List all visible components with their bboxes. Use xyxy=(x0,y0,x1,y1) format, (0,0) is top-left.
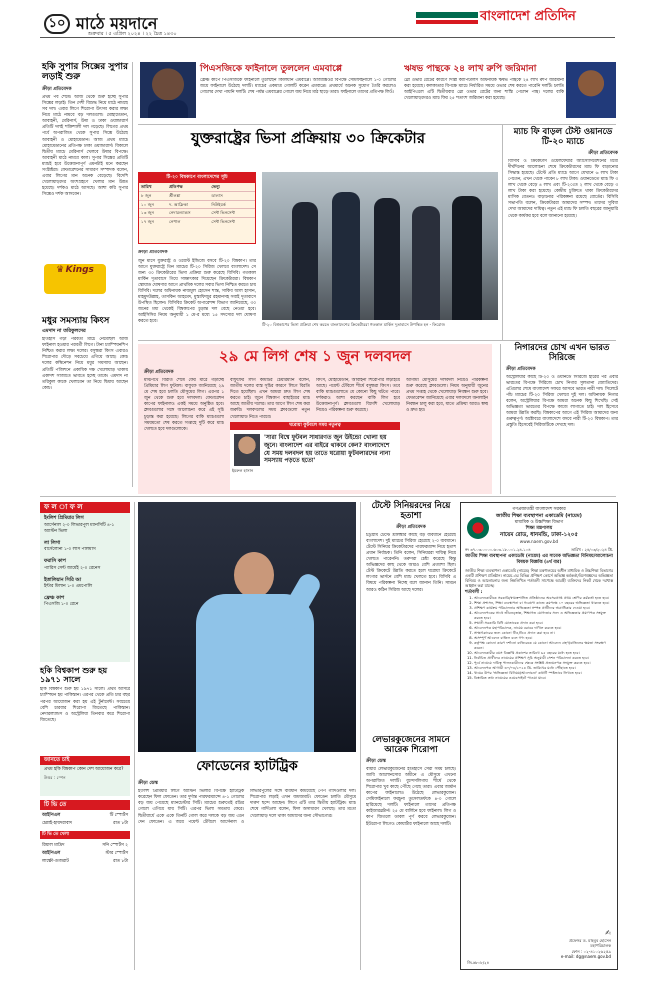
visa-story-body-text xyxy=(138,250,256,336)
results-title: ফ ল া ফ ল xyxy=(40,502,130,513)
story-headline: মধুর সমস্যায় কিংস xyxy=(42,316,110,326)
notice-signature xyxy=(561,929,611,959)
column-divider xyxy=(360,502,361,970)
kings-brand: Kings xyxy=(65,265,94,275)
notice-condition: 14. খামের উপর 'অভিজ্ঞতা বিনিময়/আলোচনা' কথাটি স্পষ্টভাবে লিখতে হবে। xyxy=(474,671,613,676)
table-cell: ৮ জুন xyxy=(141,192,152,198)
tv-channel: টি স্পোর্টস xyxy=(109,813,128,819)
table-cell: ডালাস xyxy=(211,192,223,198)
results-league: ইংলিশ প্রিমিয়ার লিগ xyxy=(44,516,84,522)
cricketers-embassy-photo xyxy=(262,172,498,320)
story-body: বিসিবি ও ক্রিকেটার্স ওয়েলফেয়ার অ্যাসোসিয়েশনের মধ্যে দীর্ঘদিনের আলোচনা শেষে ক্রিকেটারদের ম্যাচ ফি বাড়ানোর সিদ্ধান্ত হয়েছে। টেস্টে প্রতি ম্যাচে আগে যেখানে ৬ লাখ টাকা পেতেন, এখন থেকে পাবেন ৮ লাখ টাকা। ওয়ানডেতে ম্যাচ ফি ৩ লাখ থেকে বেড়ে ৪ লাখ এবং টি-২০তে ২ লাখ থেকে বেড়ে ৩ লাখ টাকা করা হয়েছে। কেন্দ্রীয় চুক্তিতে থাকা ক্রিকেটারদের মাসিক বেতনও বাড়ানোর পরিকল্পনা রয়েছে বোর্ডের। বিসিবি সভাপতি বলেন, ক্রিকেটাররা আমাদের সম্পদ। তাদের সুবিধা দেখা আমাদের দায়িত্ব। নতুন এই ম্যাচ ফি চলতি বছরের জানুয়ারি থেকে কার্যকর হবে বলে জানানো হয়েছে। xyxy=(508,158,618,219)
cricketer-figure xyxy=(374,198,400,320)
cricketer-figure xyxy=(412,206,440,320)
tv-row xyxy=(40,820,130,828)
pant-story xyxy=(404,62,616,120)
tv-row xyxy=(40,842,130,850)
kings-story xyxy=(42,316,128,486)
story-body: ফ্রেঞ্চ কাপে পিএসজিকে ফাইনালে তুলেছেন কিলিয়ান এমবাপ্পে। আজাক্সিওর বিপক্ষে সেমিফাইনালে ১-০ গোলের জয়ে ফাইনালে উঠেছে দলটি। ম্যাচের একমাত্র গোলটি করেন এমবাপ্পে। প্রথমার্ধে অনেক সুযোগ তৈরি করলেও গোলের দেখা পায়নি দলটি। শেষ পর্যন্ত এমবাপ্পের গোলে জয় নিয়ে মাঠ ছাড়ে তারা। ফাইনালে তাদের প্রতিপক্ষ লিওঁ। xyxy=(200,78,396,96)
results-item xyxy=(40,575,130,593)
schedule-box xyxy=(138,172,256,244)
quote-box xyxy=(230,422,400,490)
results-league: লা লিগা xyxy=(44,540,61,546)
table-row xyxy=(139,217,255,225)
story-body: স্লো ওভার রেটের কারণে দিল্লি ক্যাপিটালস অধিনায়ক ঋষভ পান্থকে ২৪ লাখ রুপি জরিমানা করা হয়েছে। কলকাতার বিপক্ষে ম্যাচে নির্ধারিত সময়ে ওভার শেষ করতে পারেনি দলটি। চলতি আইপিএলে এটি দ্বিতীয়বার স্লো ওভার রেটের জন্য শাস্তি পেলেন পান্থ। দলের বাকি খেলোয়াড়দেরও ম্যাচ ফির ২৫ শতাংশ জরিমানা করা হয়েছে। xyxy=(404,78,564,102)
leverkusen-story xyxy=(366,736,456,970)
caption-credit: - ফিরোজ xyxy=(429,322,445,327)
results-item xyxy=(40,538,130,556)
schedule-table xyxy=(139,183,255,225)
foden-head xyxy=(234,552,274,598)
table-row xyxy=(139,209,255,218)
results-item xyxy=(40,593,130,611)
column-divider xyxy=(132,62,133,487)
masthead-rule xyxy=(40,37,615,38)
story-byline: ক্রীড়া প্রতিবেদক xyxy=(506,366,536,372)
story-body: চট্টগ্রাম টেস্টে শ্রীলঙ্কার কাছে বড় ব্যবধানে হেরেছে বাংলাদেশ। দুই ম্যাচের সিরিজ হেরেছে ২-০ ব্যবধানে। টেস্টে সিনিয়র ক্রিকেটারদের পারফরম্যান্স নিয়ে হতাশ প্রধান নির্বাচক। তিনি বলেন, সিনিয়ররা দায়িত্ব নিয়ে খেলতে পারেননি। তরুণরা চেষ্টা করেছে কিন্তু অভিজ্ঞদের কাছ থেকে আরও বেশি প্রত্যাশা ছিল। টেস্ট ক্রিকেটে উন্নতি করতে হলে ঘরোয়া ক্রিকেটে লংগার ভার্সনে বেশি ম্যাচ খেলতে হবে। বিসিবি এ বিষয়ে পরিকল্পনা নিচ্ছে বলে জানান তিনি। সামনে আরও কঠিন সিরিজ আছে দলের। xyxy=(366,532,456,593)
table-row xyxy=(139,200,255,209)
notice-phone: ফোন : ০২-৪১০২৬২৫৯ xyxy=(571,948,611,954)
results-line: পিএসজি ১-০ রেনে xyxy=(44,602,79,608)
table-cell: সেন্ট ভিনসেন্ট xyxy=(211,218,235,224)
quiz-title: জানতে চাই xyxy=(40,756,130,765)
tv-program: চেন্নাই-হায়দরাবাদ xyxy=(42,821,72,827)
tv-channel: রাত ৮টা xyxy=(113,821,128,827)
gov-emblem-icon xyxy=(467,517,489,539)
match-fee-story xyxy=(508,128,618,336)
date-line: শুক্রবার । ৫ এপ্রিল ২০২৪ । ২২ চৈত্র ১৪৩০ xyxy=(88,31,177,37)
page-number-badge: ১০ xyxy=(44,14,70,34)
notice-memo: নং ৩৭.০৩.০০০০.৬০৩.১৮.০০১.২৪-১০৪ xyxy=(465,546,531,552)
notice-conditions-title: শর্তাবলী : xyxy=(465,590,483,596)
section-title: মাঠে ময়দানে xyxy=(76,14,158,33)
results-box xyxy=(40,502,130,662)
kings-crown-icon: ♛ xyxy=(56,265,65,275)
story-headline: লেভারকুজেনের সামনে আরেক শিরোপা xyxy=(372,735,450,755)
mbappe-photo xyxy=(140,62,196,118)
table-cell: নেপাল xyxy=(169,218,181,224)
schedule-header-row xyxy=(139,183,255,191)
tv-channel: স্টার স্পোর্টস xyxy=(105,850,128,856)
tv-row xyxy=(40,850,130,858)
notice-institute: জাতীয় শিক্ষা ব্যবস্থাপনা একাডেমি (নায়েম) xyxy=(496,512,582,519)
cricketer-figure xyxy=(292,202,318,320)
quiz-answer: উত্তর : স্পেন xyxy=(44,775,66,781)
schedule-header-venue: ভেন্যু xyxy=(211,184,220,190)
story-body: অস্ট্রেলিয়ার কাছে টি-২০ ও ওয়ানডে সিরিজে হারের পর এবার ভারতের বিপক্ষে সিরিজে চোখ নিগার সুলতানা জ্যোতিদের। এপ্রিলের শেষে বাংলাদেশ সফরে আসবে ভারত নারী দল। সিলেটে পাঁচ ম্যাচের টি-২০ সিরিজ খেলবে দুই দল। অধিনায়ক নিগার বলেন, অস্ট্রেলিয়ার বিপক্ষে আমরা অনেক কিছু শিখেছি। সেই অভিজ্ঞতা ভারতের বিপক্ষে কাজে লাগাতে চাই। দল হিসেবে আমরা উন্নতি করছি। বিশ্বকাপের আগে এই সিরিজ আমাদের জন্য গুরুত্বপূর্ণ। অক্টোবরে বাংলাদেশে বসবে নারী টি-২০ বিশ্বকাপ। তার প্রস্তুতি হিসেবেই সিরিজটিকে দেখছে দল। xyxy=(506,374,618,429)
mbappe-story xyxy=(140,62,396,120)
column-divider xyxy=(500,344,501,494)
photo-caption xyxy=(262,322,498,336)
story-body-col-4: আগামী মৌসুমের দলবদল নিয়েও পরিকল্পনা শুরু করেছে ক্লাবগুলো। নিয়ম অনুযায়ী জুনের প্রথম সপ্তাহ থেকে খেলোয়াড় নিবন্ধন শুরু হবে। ফেডারেশন জানিয়েছে এবার দলবদলে অনলাইন নিবন্ধন চালু করা হবে, যাতে প্রক্রিয়া আরও স্বচ্ছ ও দ্রুত হয়। xyxy=(406,378,488,414)
story-headline: যুক্তরাষ্ট্রের ভিসা প্রক্রিয়ায় ৩০ ক্রিকেটার xyxy=(191,129,425,147)
quiz-question: প্রথম হকি বিশ্বকাপ কোন দেশ আয়োজন করে? xyxy=(44,767,124,773)
paper-logo xyxy=(416,6,612,34)
notice-condition: 4. আবেদনপত্রের সাথে জীবনবৃত্তান্ত, শিক্ষাগত যোগ্যতার সনদ ও অভিজ্ঞতার প্রমাণপত্র সংযুক্ত করতে হবে। xyxy=(474,611,613,621)
notice-condition: 10. আবেদনকারীর বয়স বিজ্ঞপ্তি প্রকাশের তারিখে ৬৫ বছরের মধ্যে হতে হবে। xyxy=(474,651,613,656)
story-byline: ক্রীড়া ডেস্ক xyxy=(138,780,158,786)
notice-condition: 3. প্রশিক্ষণ কার্যক্রম পরিচালনার অভিজ্ঞতা সম্পন্ন প্রার্থীদের অগ্রাধিকার দেওয়া হবে। xyxy=(474,606,613,611)
table-cell: নিউইয়র্ক xyxy=(211,201,226,207)
story-headline: ফোডেনের হ্যাটট্রিক xyxy=(196,759,298,774)
tv-row xyxy=(40,831,130,839)
signature-name: প্রফেসর ড. মাহবুব হোসেন xyxy=(569,938,611,944)
row-divider xyxy=(40,496,616,497)
notice-footer-code: জি-৬৮০৮/২৪ xyxy=(467,959,489,965)
story-byline: ক্রীড়া প্রতিবেদক xyxy=(144,370,174,375)
paper-logo-mark xyxy=(416,12,478,18)
tv-title: টি ভি তে xyxy=(40,800,130,810)
results-line: ইন্টার মিলান ১-০ এমপোলি xyxy=(44,584,93,590)
notice-ministry: মাধ্যমিক ও উচ্চশিক্ষা বিভাগ xyxy=(514,519,564,525)
story-body: ইংলিশ প্রিমিয়ার লিগে অ্যাস্টন ভিলার বিপক্ষে হ্যাটট্রিক করেছেন ফিল ফোডেন। তার দুর্দান্ত পারফরম্যান্সে ৪-১ গোলের বড় জয় পেয়েছে ম্যানচেস্টার সিটি। ম্যাচের শুরুতেই রদ্রির গোলে এগিয়ে যায় সিটি। এরপর ভিলা সমতায় ফেরে। দ্বিতীয়ার্ধে একে একে তিনটি গোল করে দলকে বড় জয় এনে দেন ফোডেন। এ জয়ে পয়েন্ট টেবিলে আর্সেনাল ও লিভারপুলের সঙ্গে ব্যবধান কমিয়েছে পেপ গার্দিওলার দল। শিরোপার লড়াই এখন জমজমাট। ফোডেন চলতি মৌসুমে দারুণ ছন্দে আছেন। লিগে এটি তার দ্বিতীয় হ্যাটট্রিক। ম্যাচ শেষে গার্দিওলা বলেন, ফিল অসাধারণ খেলছে। তার মতো খেলোয়াড় দলে থাকা আমাদের জন্য সৌভাগ্যের। xyxy=(138,789,356,825)
league-story xyxy=(138,344,492,494)
story-byline: ক্রীড়া প্রতিবেদক xyxy=(588,150,618,156)
caption-text: টি-২০ বিশ্বকাপের ভিসা প্রক্রিয়া শেষ করতে বাংলাদেশের ক্রিকেটাররা গতকাল মার্কিন দূতাবাসে উপস্থিত হন xyxy=(262,322,429,327)
tv-row xyxy=(40,858,130,866)
cricketer-figure xyxy=(452,196,482,320)
notice-ministry-2: শিক্ষা মন্ত্রণালয় xyxy=(525,525,553,531)
masthead xyxy=(0,0,650,38)
story-headline: ম্যাচ ফি বাড়ল টেস্ট ওয়ানডে টি-২০ ম্যাচে xyxy=(513,127,613,147)
notice-condition: 13. আবেদনপত্র আগামী ৩০/০৪/২০২৪ খ্রি. তারিখের মধ্যে পৌঁছাতে হবে। xyxy=(474,666,613,671)
notice-condition: 9. কর্তৃপক্ষ কোনো কারণ দর্শানো ব্যতিরেকে যে কোনো আবেদন গ্রহণ/বাতিলের ক্ষমতা সংরক্ষণ করেন। xyxy=(474,641,613,651)
story-headline: টেস্টে সিনিয়রদের নিয়ে হতাশা xyxy=(371,501,451,521)
naem-notice xyxy=(460,502,618,970)
signature-mark-icon: ✍ xyxy=(605,929,611,938)
notice-condition: 2. শিক্ষা প্রশাসন, শিক্ষা ব্যবস্থাপনা বা গবেষণা কাজে কমপক্ষে ১০ বছরের অভিজ্ঞতা থাকতে হবে। xyxy=(474,601,613,606)
tv-program: রিয়াল মাদ্রিদ xyxy=(42,842,65,848)
story-body-col-1: মাঝপথে বিরতি শেষে ফের মাঠে গড়াচ্ছে প্রিমিয়ার লিগ ফুটবল। বাফুফে জানিয়েছে ২৯ মে শেষ হবে চলতি মৌসুমের লিগ। এরপর ১ জুন থেকে শুরু হবে দলবদল। ফেডারেশন কাপের ফাইনালও একই সময়ে অনুষ্ঠিত হবে। ক্লাবগুলোর সঙ্গে আলোচনা করে এই সূচি চূড়ান্ত করা হয়েছে। লিগের বাকি ম্যাচগুলো সময়মতো শেষ করতে সপ্তাহে দুটি করে ম্যাচ খেলতে হবে দলগুলোকে। xyxy=(144,378,224,432)
box-headline: হকি বিশ্বকাপ শুরু হয় ১৯৭১ সালে xyxy=(40,666,108,685)
story-byline: ক্রীড়া প্রতিবেদক xyxy=(42,86,72,92)
table-cell: নেদারল্যান্ডস xyxy=(169,210,191,216)
signature-title: মহাপরিচালক xyxy=(590,943,611,949)
results-item xyxy=(40,556,130,574)
notice-gov-line: গণপ্রজাতন্ত্রী বাংলাদেশ সরকার xyxy=(512,507,566,512)
table-cell: শ্রীলঙ্কা xyxy=(169,192,181,198)
quote-text: 'সারা বিশ্বে ফুটবল সাধারণত জুন উইন্ডো খোলা হয় জুনে। বাংলাদেশ এর বাইরে থাকবে কেন? বাংলাদেশে যে সময় দলবদল হয় তাতে ঘরোয়া ফুটবলারদের নানা সমস্যায় পড়তে হতো' xyxy=(264,434,391,465)
kings-logo xyxy=(44,264,106,294)
table-cell: দ. আফ্রিকা xyxy=(169,201,188,207)
mbappe-jersey xyxy=(148,100,188,118)
tv-channel: রাত ৮টা xyxy=(113,858,128,864)
story-headline: ঋষভ পান্থকে ২৪ লাখ রুপি জরিমানা xyxy=(404,64,537,74)
story-subhead: এমদাদ না তরিকুলদের xyxy=(42,328,86,335)
quiz-box xyxy=(40,756,130,796)
notice-condition: 5. সম্মানী সরকারি বিধি মোতাবেক প্রদান করা হবে। xyxy=(474,621,613,626)
tv-channel: সনি স্পোর্টস ২ xyxy=(102,842,128,848)
story-headline: নিগারদের চোখ এখন ভারত সিরিজে xyxy=(514,343,610,363)
story-headline: পিএসজিকে ফাইনালে তুললেন এমবাপ্পে xyxy=(200,64,342,74)
table-cell: ১৭ জুন xyxy=(141,218,155,224)
story-body: ইতিহাস গড়া পরবর্তী মাঠে নেমেছিল আজ ফাইনাল হওয়ার পরবর্তী লিগে। টানা চ্যাম্পিয়নশিপ নিশ্চিত করার লক্ষ্য দলের। বসুন্ধরা কিংস এবারও শিরোপার দৌড়ে সবচেয়ে এগিয়ে আছে। কোচ দলের কম্বিনেশন নিয়ে মধুর সমস্যায় আছেন। প্রতিটি পজিশনে একাধিক দক্ষ খেলোয়াড় থাকায় একাদশ সাজাতে ভাবতে হচ্ছে তাকে। এমদাদ না তরিকুল কাকে খেলাবেন তা নিয়ে দ্বিধায় আছেন কোচ। xyxy=(42,337,128,391)
cricketer-figure xyxy=(332,192,360,320)
story-body-col-2: বাফুফের লিগ কমিটির চেয়ারম্যান বলেন, জাতীয় দলের ব্যস্ত সূচির কারণে লিগে বিরতি দিতে হয়েছিল। এখন আমরা দ্রুত লিগ শেষ করতে চাই। জুনে বিশ্বকাপ বাছাইয়ের ম্যাচ আছে জাতীয় দলের। তার আগে লিগ শেষ করা জরুরি। দলবদলের সময় ক্লাবগুলো নতুন খেলোয়াড় নিতে পারবে। xyxy=(230,378,310,418)
schedule-header-opponent: প্রতিপক্ষ xyxy=(169,184,183,190)
foden-story xyxy=(138,756,356,970)
tv-program: টি ভি তে খেলা xyxy=(42,831,70,837)
table-cell: ১৩ জুন xyxy=(141,210,155,216)
notice-condition: 7. সাক্ষাৎকারের জন্য কোনো টিএ/ডিএ প্রদান করা হবে না। xyxy=(474,631,613,636)
tv-program: আইপিএল xyxy=(42,850,61,856)
notice-memo-date: তারিখ : ২৪/০৩/২০২৪ খ্রি. xyxy=(571,546,613,552)
senior-story xyxy=(366,502,456,732)
results-league: ফরাসি কাপ xyxy=(44,559,66,565)
story-byline: ক্রীড়া প্রতিবেদক xyxy=(138,250,168,255)
story-headline: হকি সুপার সিক্সের সুপার লড়াই শুরু xyxy=(42,62,128,83)
results-item xyxy=(40,513,130,537)
column-divider xyxy=(502,124,503,340)
story-headline: ২৯ মে লিগ শেষ ১ জুন দলবদল xyxy=(218,347,412,365)
paper-logo-mark-red xyxy=(416,20,478,24)
notice-email: e-mail: dg@naem.gov.bd xyxy=(560,953,611,959)
story-body: প্রথম পর্ব শেষে। আজ থেকে শুরু হচ্ছে সুপার সিক্সের লড়াই। তিন দেশী বিশুদ্ধ নিয়ে মাঠে নামছে সব দল। এবার লিগে শিরোপা উৎসব করার লক্ষ্য নিয়ে মাঠে নামবে বড় দলগুলো। মোহামেডান, আবাহনী, মেরিনার্স, উষা ও ঢাকা ওয়ান্ডারার্স প্রতিটি দলই শক্তিশালী দল গড়েছে। লিগের প্রথম পর্বে অপরাজিত থেকে সুপার সিক্সে উঠেছে আবাহনী ও মোহামেডান। আজ প্রথম ম্যাচে মোহামেডানের প্রতিপক্ষ ঢাকা ওয়ান্ডারার্স। বিকালে দ্বিতীয় ম্যাচে মেরিনার্স খেলবে উষার বিপক্ষে। আবাহনী মাঠে নামবে কাল। সুপার সিক্সের প্রতিটি ম্যাচই হবে উত্তেজনাপূর্ণ এমনটাই মনে করছেন সংশ্লিষ্টরা। ফেডারেশনের সাধারণ সম্পাদক বলেন, এবার লিগের মান অনেক বেড়েছে। বিদেশি খেলোয়াড়দের অংশগ্রহণে খেলার মান উন্নত হয়েছে। দর্শকও মাঠে আসছে। আশা করি সুপার সিক্সেও দর্শক আসবেন। xyxy=(42,94,128,198)
notice-address: নায়েম রোড, ধানমন্ডি, ঢাকা-১২০৫ xyxy=(500,531,578,538)
table-cell: ১০ জুন xyxy=(141,201,155,207)
table-cell: সেন্ট ভিনসেন্ট xyxy=(211,210,235,216)
paper-name: বাংলাদেশ প্রতিদিন xyxy=(480,9,576,24)
results-league: ইতালিয়ান সিরি আ xyxy=(44,577,81,583)
story-body: বায়ার লেভারকুজেনের ইতিহাসে সেরা সময় চলছে। জাবি আলোনসোর অধীনে এ মৌসুমে এখনো অপরাজিত দলটি। বুন্দেসলিগায় শীর্ষে থেকে শিরোপার খুব কাছে পৌঁছে গেছে তারা। এবার জার্মান কাপের ফাইনালেও উঠেছে লেভারকুজেন। সেমিফাইনালে ফরচুনা ডুসেলডর্ফকে ৪-০ গোলে হারিয়েছে দলটি। ফাইনালে তাদের প্রতিপক্ষ কাইজারস্লটার্ন। ২৫ মে বার্লিনে হবে ফাইনাল। লিগ ও কাপ জিতলে ডাবল পূর্ণ করবে লেভারকুজেন। ইউরোপা লিগেও কোয়ার্টার ফাইনালে আছে দলটি। xyxy=(366,766,456,827)
notice-intro: জাতীয় শিক্ষা ব্যবস্থাপনা একাডেমি (নায়েম) শিক্ষা মন্ত্রণালয়ের অধীন মাধ্যমিক ও উচ্চশিক্ষা বিভাগের একটি প্রশিক্ষণ প্রতিষ্ঠান। নায়েম-এর বিভিন্ন প্রশিক্ষণ কোর্সে অভিজ্ঞ কর্মকর্তা/বিশেষজ্ঞদের অভিজ্ঞতা বিনিময় ও আলোচনার জন্য নিম্নলিখিত শর্তাবলী সাপেক্ষে আগ্রহী ব্যক্তিদের নিকট থেকে দরখাস্ত আহ্বান করা যাচ্ছে। xyxy=(465,567,613,589)
notice-conditions xyxy=(465,596,613,681)
schedule-header-date: তারিখ xyxy=(141,184,152,190)
tv-program: আইপিএল xyxy=(42,813,61,819)
hockey-wc-box xyxy=(40,666,130,756)
table-row xyxy=(139,191,255,200)
pant-photo xyxy=(566,62,616,118)
results-line: আর্সেনাল ২-০ লিভারপুল ম্যানসিটি ৪-১ অ্যাস্টন ভিলা xyxy=(44,522,115,534)
quote-person-name: ইমরুল হাসান xyxy=(232,468,254,473)
notice-condition: 12. পূর্বে নায়েমে দায়িত্ব পালনকারীদের ক্ষেত্রে সংশ্লিষ্ট প্রত্যয়নপত্র সংযুক্ত করতে হবে। xyxy=(474,661,613,666)
notice-condition: 15. বিস্তারিত তথ্য নায়েমের ওয়েবসাইটে পাওয়া যাবে। xyxy=(474,676,613,681)
tv-program: লাক্ষ্ণৌ-গুজরাট xyxy=(42,858,69,864)
notice-condition: 6. আবেদনপত্র মহাপরিচালক, নায়েম বরাবর দাখিল করতে হবে। xyxy=(474,626,613,631)
notice-condition: 8. অসম্পূর্ণ আবেদন বাতিল বলে গণ্য হবে। xyxy=(474,636,613,641)
notice-website[interactable]: www.naem.gov.bd xyxy=(519,539,559,545)
story-byline: ক্রীড়া ডেস্ক xyxy=(366,758,386,764)
tv-box xyxy=(40,800,130,970)
notice-title: জাতীয় শিক্ষা ব্যবস্থাপনা একাডেমি (নায়েম) এর সাবেক অভিজ্ঞতা বিনিময়/আলোচনা বিষয়ক বিজ্ঞপ্তি (৪র্থ বার) xyxy=(465,554,613,565)
box-body: হকি বিশ্বকাপ শুরু হয় ১৯৭১ সালে। প্রথম আসরে চ্যাম্পিয়ন হয় পাকিস্তান। এরপর থেকে প্রতি চার বছর পরপর আয়োজন করা হয় এই টুর্নামেন্ট। সবচেয়ে বেশি চারবার শিরোপা জিতেছে পাকিস্তান। নেদারল্যান্ডস ও অস্ট্রেলিয়া তিনবার করে শিরোপা জিতেছে। xyxy=(40,687,130,723)
story-body-col-3: কিংস, মোহামেডান, আবাহনী শিরোপার লড়াইয়ে আছে। পয়েন্ট টেবিলে শীর্ষে বসুন্ধরা কিংস। তবে বাকি ম্যাচগুলোতে যে কোনো কিছু ঘটতে পারে। দর্শকরাও আশা করছেন বাকি লিগ হবে উত্তেজনাপূর্ণ। ক্লাবগুলো বিদেশি খেলোয়াড় নিয়েও পরিকল্পনা শুরু করেছে। xyxy=(316,378,400,414)
quote-title: ঘরোয়া ফুটবলে সময় নতুনত্ব xyxy=(230,422,400,430)
row-divider xyxy=(138,340,616,341)
notice-condition: 1. আবেদনকারীকে সরকারি/স্বায়ত্তশাসিত প্রতিষ্ঠানের অবসরপ্রাপ্ত প্রথম শ্রেণির কর্মকর্তা হতে হবে। xyxy=(474,596,613,601)
results-line: বার্সেলোনা ১-০ লাস পালমাস xyxy=(44,547,96,553)
column-divider xyxy=(134,502,135,970)
nigar-story xyxy=(506,344,618,494)
notice-memo-row xyxy=(465,547,613,552)
foden-photo xyxy=(138,502,356,752)
notice-condition: 11. নির্বাচিত প্রার্থীদের নায়েমের প্রশিক্ষণ সূচি অনুযায়ী সেশন পরিচালনা করতে হবে। xyxy=(474,656,613,661)
row-divider xyxy=(138,124,616,125)
results-league: ফ্রেঞ্চ কাপ xyxy=(44,596,65,601)
schedule-title: টি-২০ বিশ্বকাপে বাংলাদেশের সূচি xyxy=(139,173,255,183)
quote-person-photo xyxy=(234,434,260,466)
results-line: প্যারিস সেন্ট জার্মেই ২-০ রেনেস xyxy=(44,565,101,571)
story-byline: ক্রীড়া প্রতিবেদক xyxy=(396,524,426,530)
tv-row xyxy=(40,812,130,820)
kings-ad xyxy=(40,260,128,300)
story-body: জুন মাসে যুক্তরাষ্ট্র ও ওয়েস্ট ইন্ডিজে বসবে টি-২০ বিশ্বকাপ। তার আগে যুক্তরাষ্ট্রে তিন ম্যাচের টি-২০ সিরিজ খেলবে বাংলাদেশ। সে জন্য ৩০ ক্রিকেটারের ভিসা প্রক্রিয়া শুরু করেছে বিসিবি। গতকাল মার্কিন দূতাবাসে গিয়ে সাক্ষাৎকার দিয়েছেন ক্রিকেটাররা। বিশ্বকাপ স্কোয়াড ঘোষণার আগে প্রাথমিক দলের সবার ভিসা নিশ্চিত করতে চায় বিসিবি। দলের অধিনায়ক নাজমুল হোসেন শান্ত, সাকিব আল হাসান, মাহমুদউল্লাহ, তাসকিন আহমেদ, মুস্তাফিজুর রহমানসহ সবাই দূতাবাসে উপস্থিত ছিলেন। বিসিবির ক্রিকেট অপারেশন্স বিভাগ জানিয়েছে, ৩০ জনের মধ্য থেকেই বিশ্বকাপের চূড়ান্ত দল বেছে নেওয়া হবে। আইসিসির নিয়ম অনুযায়ী ১ মে-র মধ্যে ১৫ সদস্যের দল ঘোষণা করতে হবে। xyxy=(138,258,256,325)
